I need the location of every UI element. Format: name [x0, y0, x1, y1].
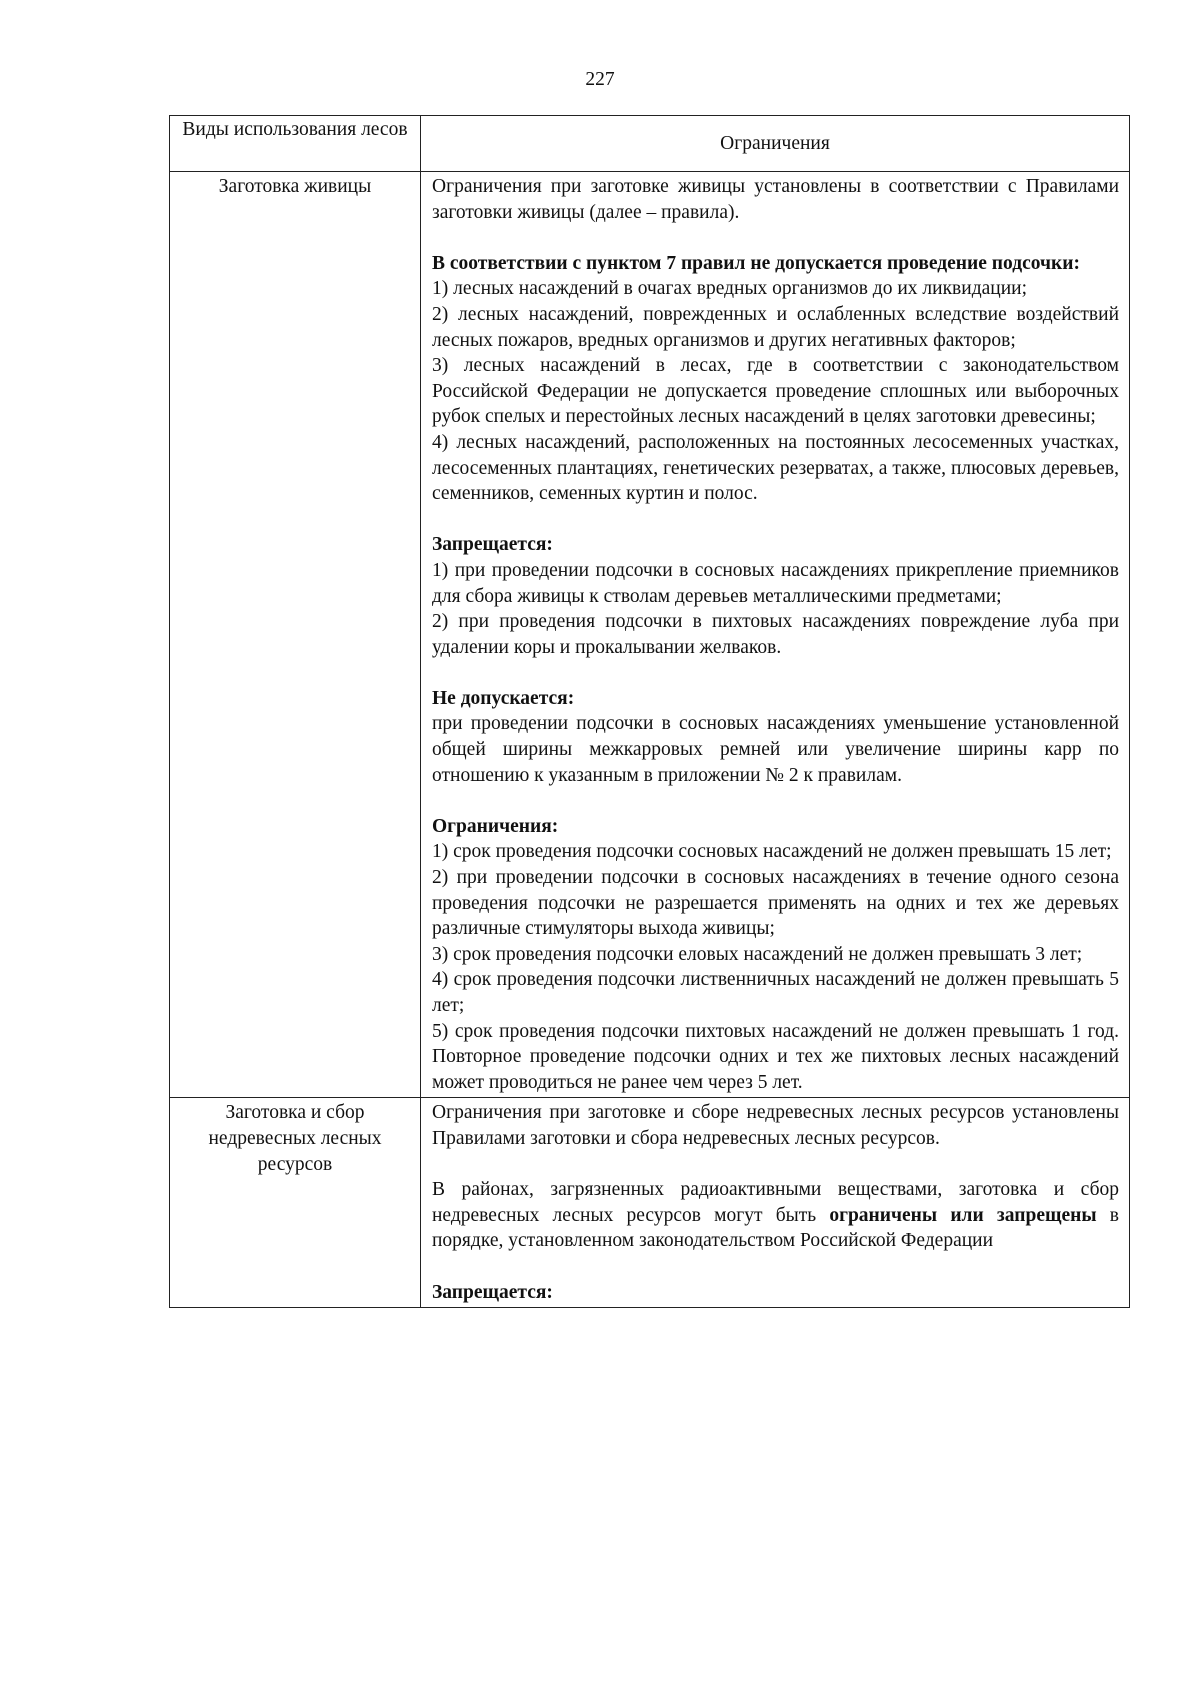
para-bold-text: ограничены или запрещены — [829, 1204, 1097, 1226]
list-item: 5) срок проведения подсочки пихтовых насаждений не должен превышать 1 год. Повторное проведение подсочки одних и тех же пихтовых лесных насаждений может проводиться не ранее чем через 5 лет. — [432, 1020, 1119, 1093]
non-timber-radioactive-paragraph — [432, 1177, 1119, 1254]
resin-section3-heading: Не допускается: — [432, 687, 575, 709]
non-timber-section-heading: Запрещается: — [432, 1281, 553, 1303]
non-timber-intro: Ограничения при заготовке и сборе недревесных лесных ресурсов установлены Правилами заготовки и сбора недревесных лесных ресурсов. — [432, 1102, 1119, 1149]
restrictions-table — [169, 115, 1130, 1308]
resin-intro: Ограничения при заготовке живицы установлены в соответствии с Правилами заготовки живицы (далее – правила). — [432, 176, 1119, 223]
list-item: 1) лесных насаждений в очагах вредных организмов до их ликвидации; — [432, 278, 1027, 300]
row-restrictions-resin — [421, 172, 1130, 1098]
row-restrictions-non-timber — [421, 1098, 1130, 1308]
resin-section1-heading: В соответствии с пунктом 7 правил не допускается проведение подсочки: — [432, 252, 1080, 274]
header-forest-use-types: Виды использования лесов — [170, 116, 421, 172]
table-row — [170, 172, 1130, 1098]
table-header-row — [170, 116, 1130, 172]
resin-section4-heading: Ограничения: — [432, 815, 559, 837]
list-item: 2) лесных насаждений, поврежденных и ослабленных вследствие воздействий лесных пожаров, вредных организмов и других негативных факторов; — [432, 303, 1119, 351]
resin-section2-heading: Запрещается: — [432, 534, 553, 556]
page-number: 227 — [585, 69, 615, 90]
para-text: В районах, загрязненных радиоактивными веществами, заготовка и сбор недревесных лесных ресурсов могут быть — [432, 1179, 1119, 1226]
list-item: 3) срок проведения подсочки еловых насаждений не должен превышать 3 лет; — [432, 943, 1083, 965]
row-type-non-timber: Заготовка и сбор недревесных лесных ресурсов — [170, 1098, 421, 1308]
list-item: 2) при проведении подсочки в сосновых насаждениях в течение одного сезона проведения подсочки не разрешается применять на одних и тех же деревьях различные стимуляторы выхода живицы; — [432, 867, 1119, 940]
list-item: 2) при проведения подсочки в пихтовых насаждениях повреждение луба при удалении коры и прокалывании желваков. — [432, 611, 1119, 658]
list-item: 4) срок проведения подсочки лиственничных насаждений не должен превышать 5 лет; — [432, 969, 1119, 1016]
list-item: 1) срок проведения подсочки сосновых насаждений не должен превышать 15 лет; — [432, 841, 1112, 863]
row-type-resin: Заготовка живицы — [170, 172, 421, 1098]
list-item: при проведении подсочки в сосновых насаждениях уменьшение установленной общей ширины межкарровых ремней или увеличение ширины карр по отношению к указанным в приложении № 2 к правилам. — [432, 713, 1119, 786]
list-item: 3) лесных насаждений в лесах, где в соответствии с законодательством Российской Федерации не допускается проведение сплошных или выборочных рубок спелых и перестойных лесных насаждений в целях заготовки древесины; — [432, 355, 1119, 428]
list-item: 4) лесных насаждений, расположенных на постоянных лесосеменных участках, лесосеменных плантациях, генетических резерватах, а также, плюсовых деревьев, семенников, семенных куртин и полос. — [432, 431, 1119, 505]
table-row — [170, 1098, 1130, 1308]
para-text: в порядке, установленном законодательством Российской Федерации — [432, 1204, 1119, 1252]
header-restrictions: Ограничения — [421, 116, 1130, 172]
list-item: 1) при проведении подсочки в сосновых насаждениях прикрепление приемников для сбора живицы к стволам деревьев металлическими предметами; — [432, 559, 1119, 607]
